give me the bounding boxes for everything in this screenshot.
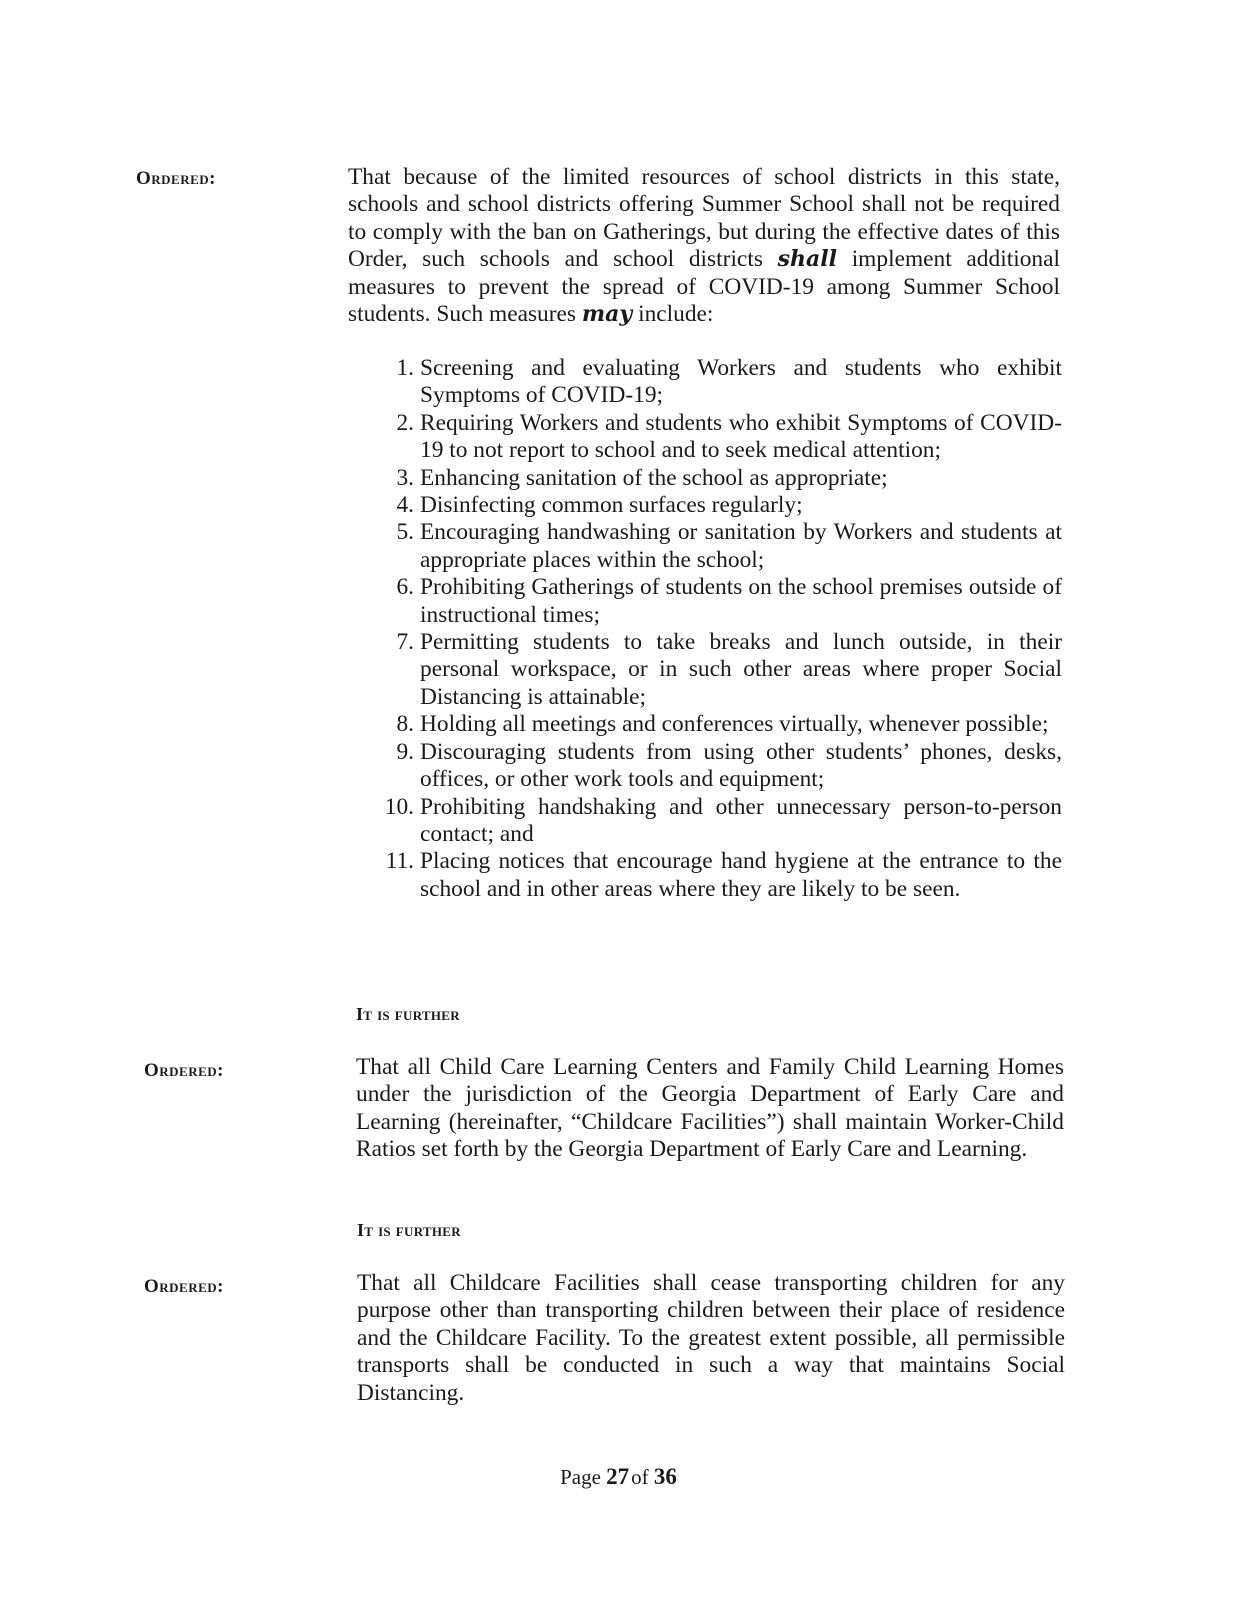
measure-item: [382, 465, 1062, 492]
summer-school-intro: [348, 164, 1060, 328]
measure-number: 10.: [384, 793, 414, 820]
measure-text: Permitting students to take breaks and lunch outside, in their personal workspace, or in such other areas where proper Social Distancing is attainable;: [420, 629, 1062, 710]
measure-item: [382, 794, 1062, 849]
measure-item: [382, 711, 1062, 738]
measure-number: 2.: [396, 409, 414, 436]
ordered-text-3: That all Childcare Facilities shall cease transporting children for any purpose other than transporting children between their place of residence and the Childcare Facility. To the greatest extent possible, all permissible transports shall be conducted in such a way that maintains Social Distancing.: [357, 1270, 1065, 1406]
ordered-label-1: Ordered:: [136, 168, 217, 189]
ordered-label-3: Ordered:: [144, 1276, 225, 1297]
measure-item: [382, 519, 1062, 574]
measure-item: [382, 848, 1062, 903]
it-is-further-1: It is further: [356, 1004, 460, 1024]
measure-text: Discouraging students from using other students’ phones, desks, offices, or other work tools and equipment;: [420, 738, 1062, 793]
ordered-text-2: That all Child Care Learning Centers and Family Child Learning Homes under the jurisdiction of the Georgia Department of Early Care and Learning (hereinafter, “Childcare Facilities”) shall maintain Worker-Child Ratios set forth by the Georgia Department of Early Care and Learning.: [356, 1054, 1064, 1163]
measure-item: [382, 574, 1062, 629]
measure-number: 5.: [396, 519, 414, 546]
measure-item: [382, 355, 1062, 410]
page-word: Page: [560, 1465, 601, 1489]
measure-text: Holding all meetings and conferences virtually, whenever possible;: [420, 711, 1049, 738]
total-pages: 36: [653, 1464, 677, 1489]
measure-text: Disinfecting common surfaces regularly;: [420, 492, 803, 519]
measure-number: 7.: [396, 629, 414, 656]
measure-text: Encouraging handwashing or sanitation by Workers and students at appropriate places within the school;: [420, 519, 1062, 573]
measures-list-container: [382, 355, 1062, 903]
measure-number: 8.: [396, 711, 414, 738]
intro-part-3: include:: [638, 301, 714, 328]
of-word: of: [631, 1465, 649, 1489]
emphasis-may: may: [581, 301, 633, 328]
intro-part-1: That because of the limited resources of school districts in this state, schools and school districts offering Summer School shall not be required to comply with the ban on Gatherings, but during the effective dates of this Order, such schools and school districts: [348, 164, 1060, 273]
measure-number: 1.: [396, 355, 414, 381]
it-is-further-2: It is further: [357, 1220, 461, 1240]
measure-item: [382, 410, 1062, 465]
measure-number: 11.: [385, 848, 414, 875]
measure-text: Requiring Workers and students who exhibit Symptoms of COVID-19 to not report to school and to seek medical attention;: [420, 409, 1062, 464]
measure-item: [382, 629, 1062, 711]
measure-text: Prohibiting handshaking and other unnecessary person-to-person contact; and: [420, 793, 1062, 847]
measures-list: [382, 355, 1062, 903]
measure-item: [382, 492, 1062, 519]
measure-text: Enhancing sanitation of the school as appropriate;: [420, 464, 888, 491]
page-number: 27: [606, 1464, 630, 1489]
emphasis-shall: shall: [777, 246, 837, 273]
measure-number: 3.: [396, 464, 414, 491]
measure-item: [382, 739, 1062, 794]
measure-text: Prohibiting Gatherings of students on the school premises outside of instructional times;: [420, 574, 1062, 628]
measure-text: Screening and evaluating Workers and students who exhibit Symptoms of COVID-19;: [420, 355, 1062, 409]
page-footer: [0, 1464, 1237, 1490]
ordered-label-2: Ordered:: [144, 1060, 225, 1081]
measure-number: 4.: [396, 492, 414, 519]
measure-number: 9.: [396, 738, 414, 765]
intro-part-2: implement additional measures to prevent the spread of COVID-19 among Summer School students. Such measures: [348, 246, 1060, 328]
measure-number: 6.: [396, 574, 414, 601]
measure-text: Placing notices that encourage hand hygiene at the entrance to the school and in other areas where they are likely to be seen.: [420, 848, 1062, 902]
ordered-text-1: [348, 164, 1060, 328]
